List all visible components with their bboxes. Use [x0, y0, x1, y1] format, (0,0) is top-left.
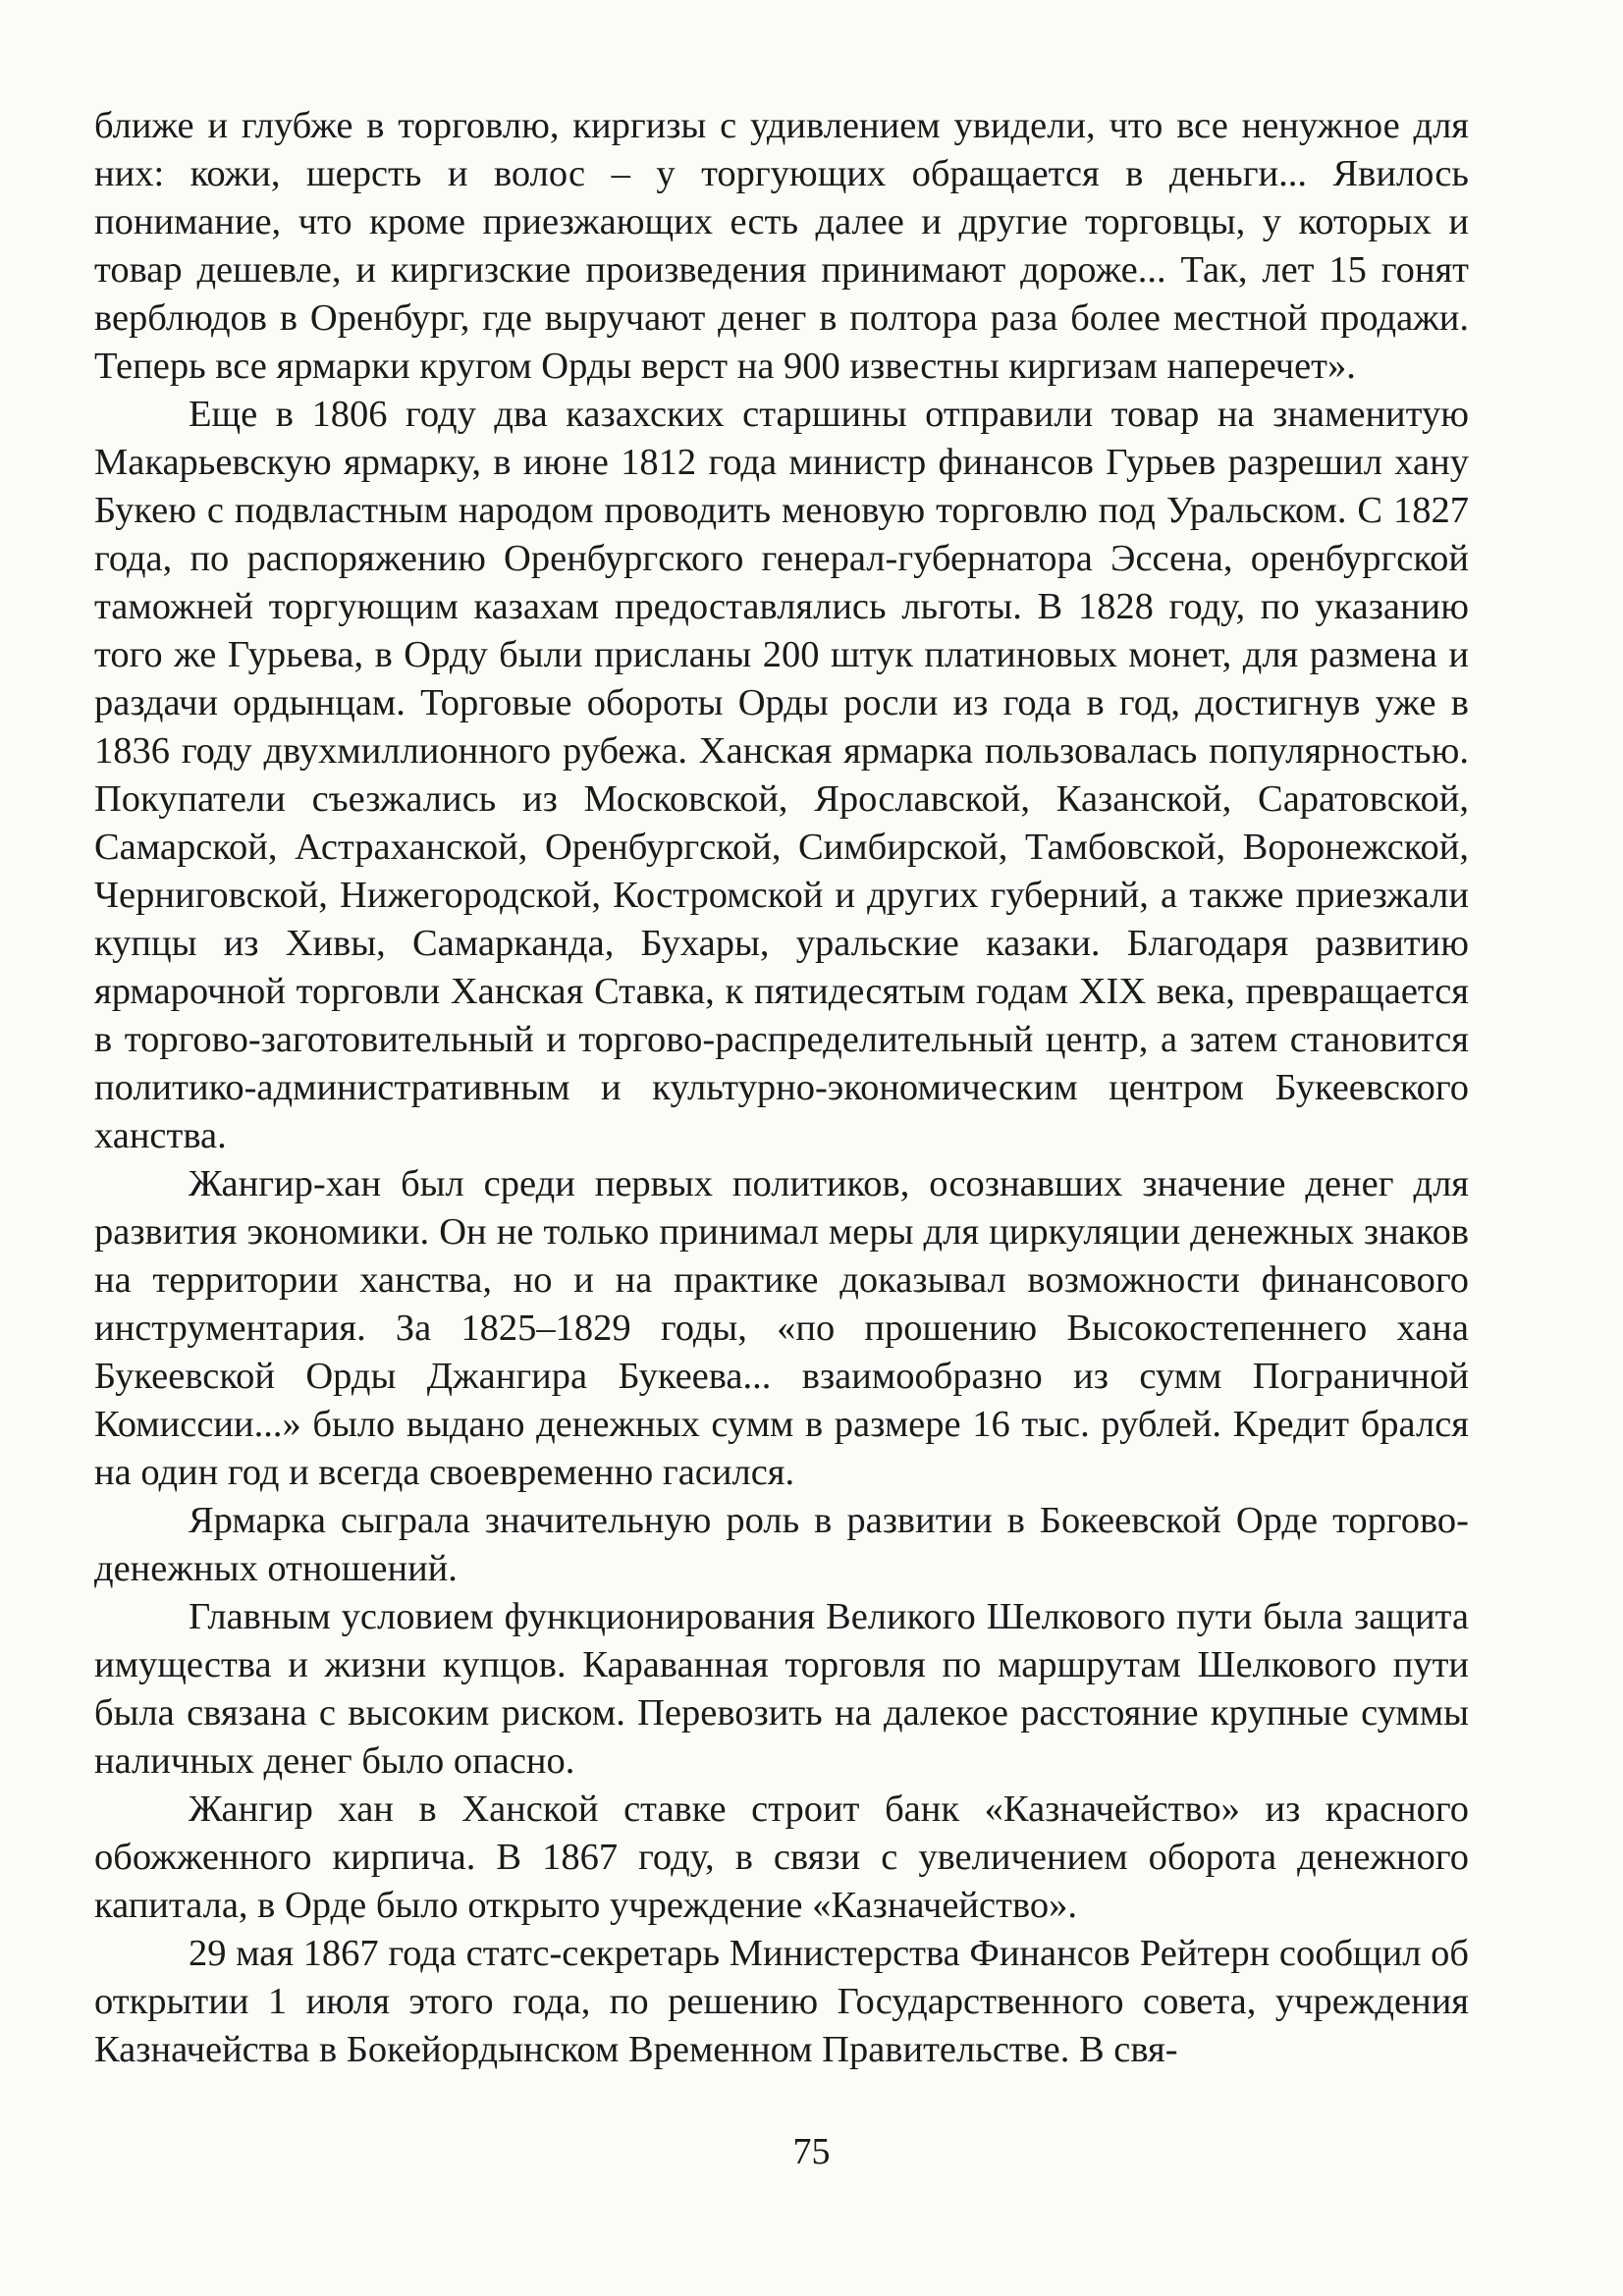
paragraph-2: Еще в 1806 году два казахских старшины отправили товар на знаменитую Макарьевскую ярмарку, в июне 1812 года министр финансов Гурьев разрешил хану Букею с подвластным народом проводить меновую торговлю под Уральском. С 1827 года, по распоряжению Оренбургского генерал-губернатора Эссена, оренбургской таможней торгующим казахам предоставлялись льготы. В 1828 году, по указанию того же Гурьева, в Орду были присланы 200 штук платиновых монет, для размена и раздачи ордынцам. Торговые обороты Орды росли из года в год, достигнув уже в 1836 году двухмиллионного рубежа. Ханская ярмарка пользовалась популярностью. Покупатели съезжались из Московской, Ярославской, Казанской, Саратовской, Самарской, Астраханской, Оренбургской, Симбирской, Тамбовской, Воронежской, Черниговской, Нижегородской, Костромской и других губерний, а также приезжали купцы из Хивы, Самарканда, Бухары, уральские казаки. Благодаря развитию ярмарочной торговли Ханская Ставка, к пятидесятым годам XIX века, превращается в торгово-заготовительный и торгово-распределительный центр, а затем становится политико-административным и культурно-экономическим центром Букеевского ханства. [94, 394, 1469, 1156]
body-text [94, 102, 1469, 2074]
paragraph-3: Жангир-хан был среди первых политиков, осознавших значение денег для развития экономики. Он не только принимал меры для циркуляции денежных знаков на территории ханства, но и на практике доказывал возможности финансового инструментария. За 1825–1829 годы, «по прошению Высокостепеннего хана Букеевской Орды Джангира Букеева... взаимообразно из сумм Пограничной Комиссии...» было выдано денежных сумм в размере 16 тыс. рублей. Кредит брался на один год и всегда своевременно гасился. [94, 1163, 1469, 1493]
paragraph-7: 29 мая 1867 года статс-секретарь Министерства Финансов Рейтерн сообщил об открытии 1 июля этого года, по решению Государственного совета, учреждения Казначейства в Бокейордынском Временном Правительстве. В свя- [94, 1933, 1469, 2070]
paragraph-4: Ярмарка сыграла значительную роль в развитии в Бокеевской Орде торгово-денежных отношений. [94, 1500, 1469, 1589]
paragraph-6: Жангир хан в Ханской ставке строит банк «Казначейство» из красного обожженного кирпича. В 1867 году, в связи с увеличением оборота денежного капитала, в Орде было открыто учреждение «Казначейство». [94, 1789, 1469, 1926]
page-number: 75 [792, 2131, 831, 2172]
paragraph-1: ближе и глубже в торговлю, киргизы с удивлением увидели, что все ненужное для них: кожи, шерсть и волос – у торгующих обращается в деньги... Явилось понимание, что кроме приезжающих есть далее и другие торговцы, у которых и товар дешевле, и киргизские произведения принимают дороже... Так, лет 15 гонят верблюдов в Оренбург, где выручают денег в полтора раза более местной продажи. Теперь все ярмарки кругом Орды верст на 900 известны киргизам наперечет». [94, 105, 1469, 387]
paragraph-5: Главным условием функционирования Великого Шелкового пути была защита имущества и жизни купцов. Караванная торговля по маршрутам Шелкового пути была связана с высоким риском. Перевозить на далекое расстояние крупные суммы наличных денег было опасно. [94, 1596, 1469, 1782]
